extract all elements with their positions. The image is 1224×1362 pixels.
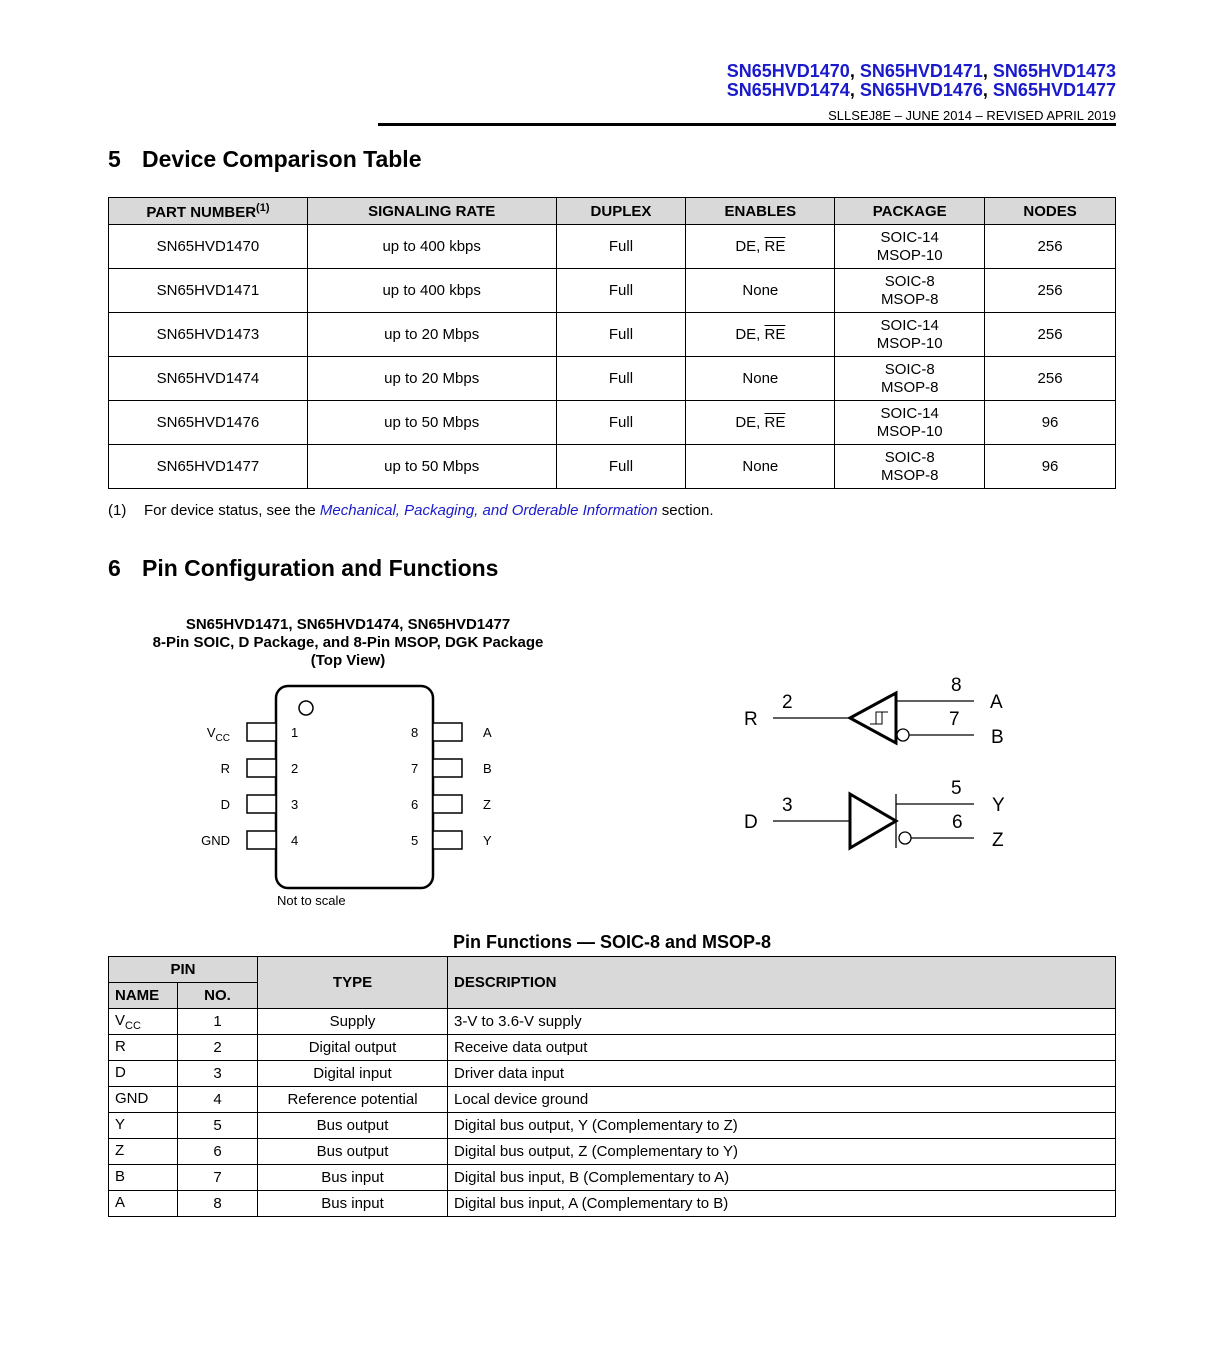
pin-name-cell: Z (109, 1139, 178, 1165)
part-number-cell: SN65HVD1470 (109, 225, 308, 269)
package-body (276, 686, 433, 888)
package-cell: SOIC-8 MSOP-8 (835, 445, 985, 489)
pin-desc-cell: Local device ground (448, 1087, 1116, 1113)
pin-no-cell: 4 (178, 1087, 258, 1113)
part-number-cell: SN65HVD1474 (109, 357, 308, 401)
package-pinout-diagram (190, 680, 520, 915)
table-row (109, 1035, 1116, 1061)
pin-desc-cell: Digital bus input, A (Complementary to B) (448, 1191, 1116, 1217)
column-header: PACKAGE (835, 198, 985, 225)
duplex-cell: Full (556, 401, 686, 445)
pin-no-cell: 5 (178, 1113, 258, 1139)
pin-type-cell: Digital input (258, 1061, 448, 1087)
table-row (109, 1165, 1116, 1191)
pin-type-cell: Bus output (258, 1113, 448, 1139)
logic-pin-no: 5 (951, 778, 962, 799)
pin-label: Z (483, 797, 491, 812)
nodes-cell: 96 (985, 401, 1116, 445)
nodes-cell: 256 (985, 225, 1116, 269)
footnote-link[interactable]: Mechanical, Packaging, and Orderable Information (319, 502, 658, 519)
receiver-symbol (773, 693, 974, 743)
pin-number: 8 (411, 725, 419, 740)
pin-pad (247, 795, 276, 813)
part-numbers-line2: SN65HVD1474, SN65HVD1476, SN65HVD1477 (726, 80, 1116, 100)
signaling-rate-cell: up to 400 kbps (307, 225, 556, 269)
duplex-cell: Full (556, 445, 686, 489)
pin-no-cell: 8 (178, 1191, 258, 1217)
pin-type-cell: Digital output (258, 1035, 448, 1061)
table-row (109, 357, 1116, 401)
pin-type-cell: Bus output (258, 1139, 448, 1165)
pin-pad (247, 723, 276, 741)
column-header: NO. (178, 983, 258, 1009)
pin-label: B (483, 761, 492, 776)
doc-id: SLLSEJ8E – JUNE 2014 – REVISED APRIL 2019 (828, 108, 1116, 123)
part-numbers-line1: SN65HVD1470, SN65HVD1471, SN65HVD1473 (726, 61, 1116, 81)
pin-desc-cell: Digital bus output, Y (Complementary to Z) (448, 1113, 1116, 1139)
footnote: (1) For device status, see the Mechanical, Packaging, and Orderable Information section. (108, 502, 714, 519)
pin-number: 7 (411, 761, 419, 776)
part-link[interactable]: SN65HVD1473 (992, 61, 1116, 81)
enables-cell: None (686, 445, 835, 489)
pin-type-cell: Supply (258, 1009, 448, 1035)
logic-label: R (744, 709, 758, 730)
pin-name-cell: A (109, 1191, 178, 1217)
pin-label: Y (483, 833, 492, 848)
logic-pin-no: 3 (782, 795, 793, 816)
pin-no-cell: 3 (178, 1061, 258, 1087)
column-header: TYPE (258, 957, 448, 1009)
driver-symbol (773, 794, 974, 848)
package-cell: SOIC-8 MSOP-8 (835, 269, 985, 313)
pin-label: R (220, 761, 230, 776)
table-row (109, 1113, 1116, 1139)
part-link[interactable]: SN65HVD1477 (992, 80, 1116, 100)
column-header: DESCRIPTION (448, 957, 1116, 1009)
pin-name-cell: Y (109, 1113, 178, 1139)
pin-no-cell: 7 (178, 1165, 258, 1191)
pin-desc-cell: Receive data output (448, 1035, 1116, 1061)
table-row (109, 269, 1116, 313)
table-header-row (109, 957, 1116, 983)
pin-label: $V_{CC}$ (206, 725, 230, 744)
enables-cell: DE, $\overline{RE}$ (686, 401, 835, 445)
logic-pin-no: 8 (951, 675, 962, 696)
pin-number: 1 (291, 725, 299, 740)
pin-name-cell: B (109, 1165, 178, 1191)
table-header-row (109, 198, 1116, 225)
pin-number: 5 (411, 833, 419, 848)
signaling-rate-cell: up to 20 Mbps (307, 357, 556, 401)
duplex-cell: Full (556, 357, 686, 401)
pin-pad (433, 759, 462, 777)
pin-number: 4 (291, 833, 299, 848)
pin-functions-table (108, 956, 1116, 1217)
pin-pad (247, 759, 276, 777)
column-header: SIGNALING RATE (307, 198, 556, 225)
enables-cell: None (686, 357, 835, 401)
pin-name-cell: GND (109, 1087, 178, 1113)
table-row (109, 1061, 1116, 1087)
table-row (109, 313, 1116, 357)
pin-pad (433, 831, 462, 849)
pin-number: 6 (411, 797, 419, 812)
pin-label: D (220, 797, 230, 812)
logic-label: A (990, 692, 1003, 713)
package-cell: SOIC-14 MSOP-10 (835, 313, 985, 357)
duplex-cell: Full (556, 269, 686, 313)
part-link[interactable]: SN65HVD1474 (726, 80, 850, 100)
pin-type-cell: Bus input (258, 1165, 448, 1191)
hysteresis-icon (870, 712, 888, 724)
table-row (109, 1191, 1116, 1217)
column-header: PIN (109, 957, 258, 983)
table-row (109, 1087, 1116, 1113)
signaling-rate-cell: up to 50 Mbps (307, 401, 556, 445)
pin-desc-cell: Digital bus input, B (Complementary to A) (448, 1165, 1116, 1191)
pin-name-cell: $V_{CC}$ (109, 1009, 178, 1035)
part-link[interactable]: SN65HVD1471 (859, 61, 983, 81)
package-cell: SOIC-14 MSOP-10 (835, 401, 985, 445)
pin-no-cell: 2 (178, 1035, 258, 1061)
logic-label: Z (992, 830, 1004, 851)
table-row (109, 1009, 1116, 1035)
enables-cell: None (686, 269, 835, 313)
section-6-heading: 6 Pin Configuration and Functions (108, 555, 499, 581)
enables-cell: DE, $\overline{RE}$ (686, 225, 835, 269)
part-link[interactable]: SN65HVD1470 (726, 61, 850, 81)
package-cell: SOIC-8 MSOP-8 (835, 357, 985, 401)
nodes-cell: 96 (985, 445, 1116, 489)
signaling-rate-cell: up to 400 kbps (307, 269, 556, 313)
table-row (109, 1139, 1116, 1165)
pin-no-cell: 1 (178, 1009, 258, 1035)
pin-number: 2 (291, 761, 299, 776)
pin-desc-cell: Digital bus output, Z (Complementary to Y) (448, 1139, 1116, 1165)
part-number-cell: SN65HVD1473 (109, 313, 308, 357)
pin-type-cell: Reference potential (258, 1087, 448, 1113)
pin-name-cell: R (109, 1035, 178, 1061)
logic-label: Y (992, 795, 1005, 816)
nodes-cell: 256 (985, 313, 1116, 357)
pin-number: 3 (291, 797, 299, 812)
pin-name-cell: D (109, 1061, 178, 1087)
column-header: NODES (985, 198, 1116, 225)
logic-pin-no: 6 (952, 812, 963, 833)
logic-label: D (744, 812, 758, 833)
duplex-cell: Full (556, 225, 686, 269)
part-link[interactable]: SN65HVD1476 (859, 80, 983, 100)
document-header (727, 62, 1116, 100)
signaling-rate-cell: up to 50 Mbps (307, 445, 556, 489)
pinout-caption: SN65HVD1471, SN65HVD1474, SN65HVD1477 8-Pin SOIC, D Package, and 8-Pin MSOP, DGK Package (Top View) (152, 616, 544, 669)
pin-pad (433, 795, 462, 813)
pin-label: A (483, 725, 492, 740)
pin-type-cell: Bus input (258, 1191, 448, 1217)
column-header: NAME (109, 983, 178, 1009)
pin-label: GND (201, 833, 230, 848)
logic-pin-no: 7 (949, 709, 960, 730)
duplex-cell: Full (556, 313, 686, 357)
logic-diagram (730, 668, 1050, 858)
table-row (109, 445, 1116, 489)
table-row (109, 401, 1116, 445)
pin-pad (247, 831, 276, 849)
enables-cell: DE, $\overline{RE}$ (686, 313, 835, 357)
logic-label: B (991, 727, 1004, 748)
section-5-heading: 5 Device Comparison Table (108, 146, 422, 172)
package-cell: SOIC-14 MSOP-10 (835, 225, 985, 269)
pin-no-cell: 6 (178, 1139, 258, 1165)
part-number-cell: SN65HVD1476 (109, 401, 308, 445)
device-comparison-table (108, 197, 1116, 489)
not-to-scale-note: Not to scale (277, 893, 346, 908)
nodes-cell: 256 (985, 269, 1116, 313)
pin-desc-cell: 3-V to 3.6-V supply (448, 1009, 1116, 1035)
pin-pad (433, 723, 462, 741)
table-row (109, 225, 1116, 269)
pin-functions-title: Pin Functions — SOIC-8 and MSOP-8 (452, 932, 772, 952)
column-header: DUPLEX (556, 198, 686, 225)
column-header: PART NUMBER$^{(1)}$ (109, 198, 308, 225)
signaling-rate-cell: up to 20 Mbps (307, 313, 556, 357)
part-number-cell: SN65HVD1471 (109, 269, 308, 313)
logic-pin-no: 2 (782, 692, 793, 713)
part-number-cell: SN65HVD1477 (109, 445, 308, 489)
header-rule (378, 123, 1116, 126)
column-header: ENABLES (686, 198, 835, 225)
pin-desc-cell: Driver data input (448, 1061, 1116, 1087)
nodes-cell: 256 (985, 357, 1116, 401)
